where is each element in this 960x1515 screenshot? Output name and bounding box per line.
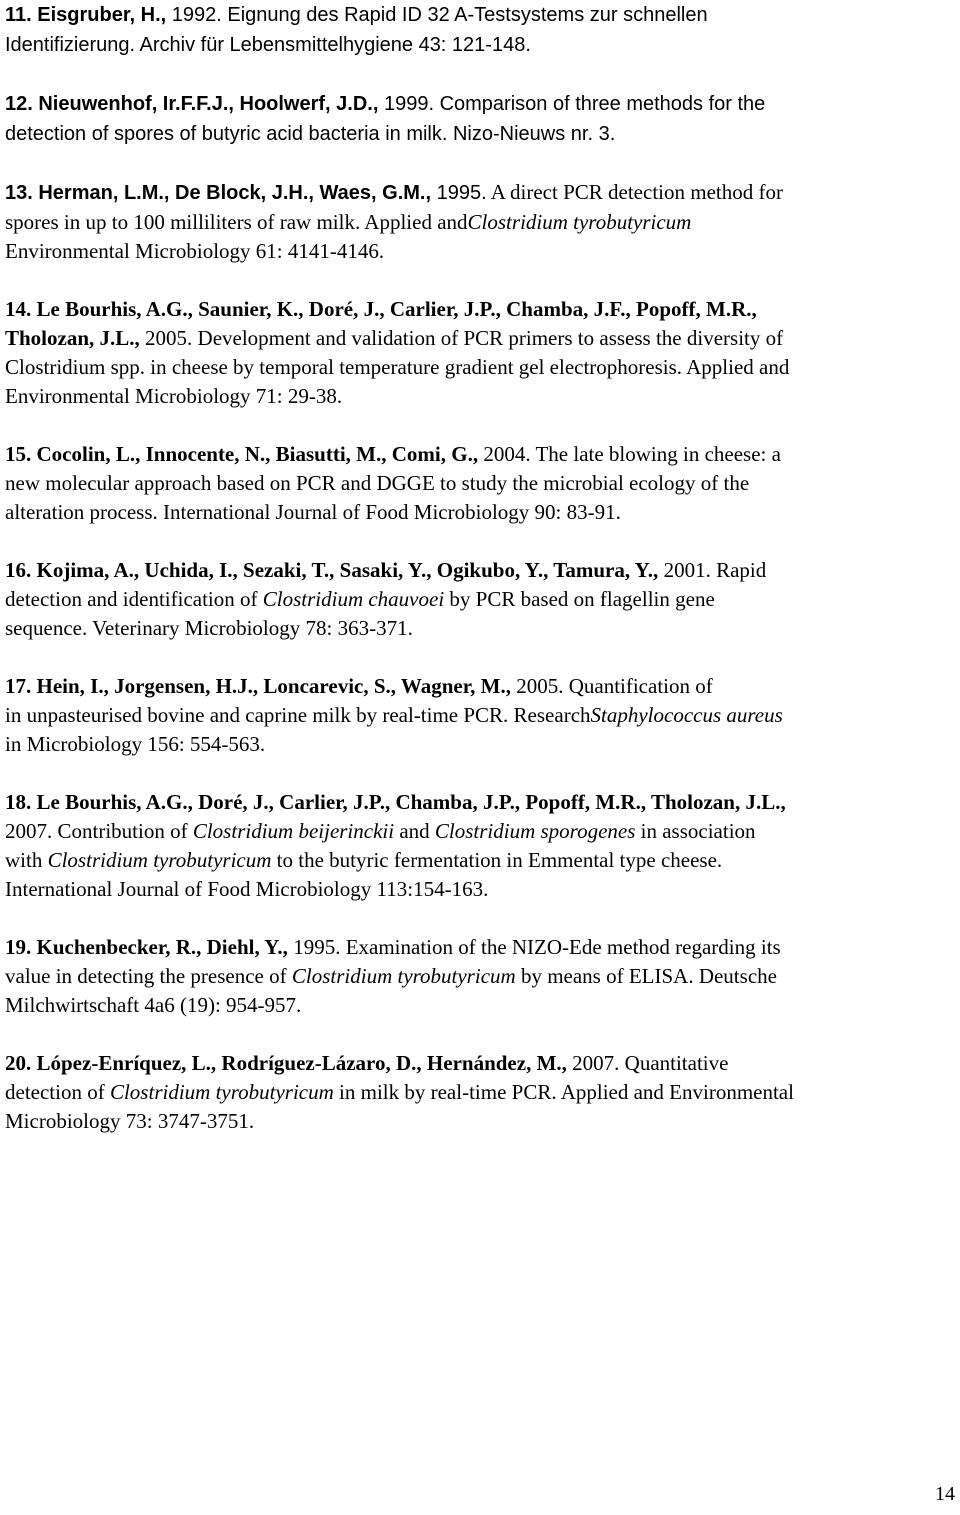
reference-line [5,440,957,469]
reference-entry [5,440,957,527]
reference-authors: 18. Le Bourhis, A.G., Doré, J., Carlier, J.P., Chamba, J.P., Popoff, M.R., Tholozan, J.L., [5,790,786,814]
reference-line [5,208,957,237]
reference-authors: 12. Nieuwenhof, Ir.F.F.J., Hoolwerf, J.D., [5,93,384,115]
reference-text: 2007. Quantitative [572,1051,729,1075]
reference-line [5,324,957,353]
reference-text: value in detecting the presence of [5,964,292,988]
reference-text: detection of [5,1080,110,1104]
reference-entry [5,933,957,1020]
reference-line [5,469,957,498]
reference-text: sequence. Veterinary Microbiology 78: 363-371. [5,616,413,640]
reference-text: 1995. Examination of the NIZO-Ede method regarding its [293,935,781,959]
reference-text: detection and identification of [5,587,263,611]
reference-text: with [5,848,48,872]
reference-line [5,701,957,730]
reference-text: in milk by real-time PCR. Applied and Environmental [333,1080,794,1104]
reference-line [5,585,957,614]
reference-text: 2001. Rapid [663,558,767,582]
reference-line [5,933,957,962]
reference-text: 1992. Eignung des Rapid ID 32 A-Testsystems zur schnellen [171,4,708,26]
reference-text: Microbiology 73: 3747-3751. [5,1109,255,1133]
reference-entry [5,178,957,266]
reference-authors: 13. Herman, L.M., De Block, J.H., Waes, G.M., [5,182,437,204]
reference-text: 1999. Comparison of three methods for the [383,93,766,115]
reference-entry [5,0,957,60]
reference-title: A direct PCR detection method for [486,180,783,204]
reference-line [5,962,957,991]
reference-line [5,556,957,585]
reference-text: 2007. Contribution of [5,819,193,843]
species-name: Clostridium tyrobutyricum [291,964,516,988]
reference-text: in Microbiology 156: 554-563. [5,732,266,756]
reference-line [5,1078,957,1107]
reference-text: Clostridium spp. in cheese by temporal temperature gradient gel electrophoresis. Applied and [5,355,790,379]
reference-line [5,991,957,1020]
reference-authors: Tholozan, J.L., [5,326,146,350]
reference-line [5,730,957,759]
species-name: Clostridium tyrobutyricum [467,210,692,234]
species-name: Clostridium tyrobutyricum [109,1080,334,1104]
reference-entry [5,89,957,149]
reference-line [5,788,957,817]
reference-entry [5,295,957,411]
reference-text [437,180,783,204]
reference-authors: 14. Le Bourhis, A.G., Saunier, K., Doré, J., Carlier, J.P., Chamba, J.F., Popoff, M.R., [5,297,757,321]
species-name: Staphylococcus aureus [590,703,783,727]
species-name: Clostridium chauvoei [262,587,445,611]
reference-line [5,30,957,60]
reference-text: Identifizierung. Archiv für Lebensmittelhygiene 43: 121-148. [5,34,531,56]
reference-line [5,295,957,324]
reference-text: Environmental Microbiology 71: 29-38. [5,384,343,408]
reference-line [5,498,957,527]
reference-line [5,89,957,119]
page-number: 14 [935,1483,955,1505]
reference-authors: 11. Eisgruber, H., [5,4,172,26]
reference-line [5,846,957,875]
reference-text: 2005. Development and validation of PCR primers to assess the diversity of [145,326,784,350]
reference-text: alteration process. International Journal of Food Microbiology 90: 83-91. [5,500,621,524]
reference-line [5,672,957,701]
reference-text: new molecular approach based on PCR and DGGE to study the microbial ecology of the [5,471,750,495]
reference-authors: 20. López-Enríquez, L., Rodríguez-Lázaro, D., Hernández, M., [5,1051,573,1075]
reference-line [5,237,957,266]
reference-line [5,353,957,382]
reference-text: and [394,819,435,843]
reference-line [5,178,957,208]
reference-entry [5,556,957,643]
reference-line [5,1049,957,1078]
reference-text: in association [635,819,756,843]
reference-text: by PCR based on flagellin gene [444,587,715,611]
reference-line [5,1107,957,1136]
reference-authors: 16. Kojima, A., Uchida, I., Sezaki, T., Sasaki, Y., Ogikubo, Y., Tamura, Y., [5,558,664,582]
reference-authors: 15. Cocolin, L., Innocente, N., Biasutti, M., Comi, G., [5,442,484,466]
reference-list [5,0,957,1165]
species-name: Clostridium sporogenes [434,819,636,843]
reference-text: Milchwirtschaft 4a6 (19): 954-957. [5,993,302,1017]
reference-year: 1995. [436,182,487,204]
species-name: Clostridium beijerinckii [192,819,395,843]
reference-line [5,119,957,149]
reference-text: to the butyric fermentation in Emmental type cheese. [271,848,723,872]
reference-line [5,817,957,846]
reference-text: 2005. Quantification of [516,674,713,698]
reference-line [5,614,957,643]
reference-text: Environmental Microbiology 61: 4141-4146. [5,239,385,263]
reference-line [5,875,957,904]
reference-entry [5,788,957,904]
reference-authors: 19. Kuchenbecker, R., Diehl, Y., [5,935,294,959]
reference-text: detection of spores of butyric acid bacteria in milk. Nizo-Nieuws nr. 3. [5,123,616,145]
species-name: Clostridium tyrobutyricum [47,848,272,872]
reference-line [5,382,957,411]
reference-text: by means of ELISA. Deutsche [515,964,777,988]
reference-authors: 17. Hein, I., Jorgensen, H.J., Loncarevic, S., Wagner, M., [5,674,517,698]
reference-text: spores in up to 100 milliliters of raw milk. Applied and [5,210,468,234]
reference-text: 2004. The late blowing in cheese: a [483,442,781,466]
reference-entry [5,1049,957,1136]
reference-text: in unpasteurised bovine and caprine milk by real-time PCR. Research [5,703,591,727]
reference-line [5,0,957,30]
reference-entry [5,672,957,759]
reference-text: International Journal of Food Microbiology 113:154-163. [5,877,489,901]
